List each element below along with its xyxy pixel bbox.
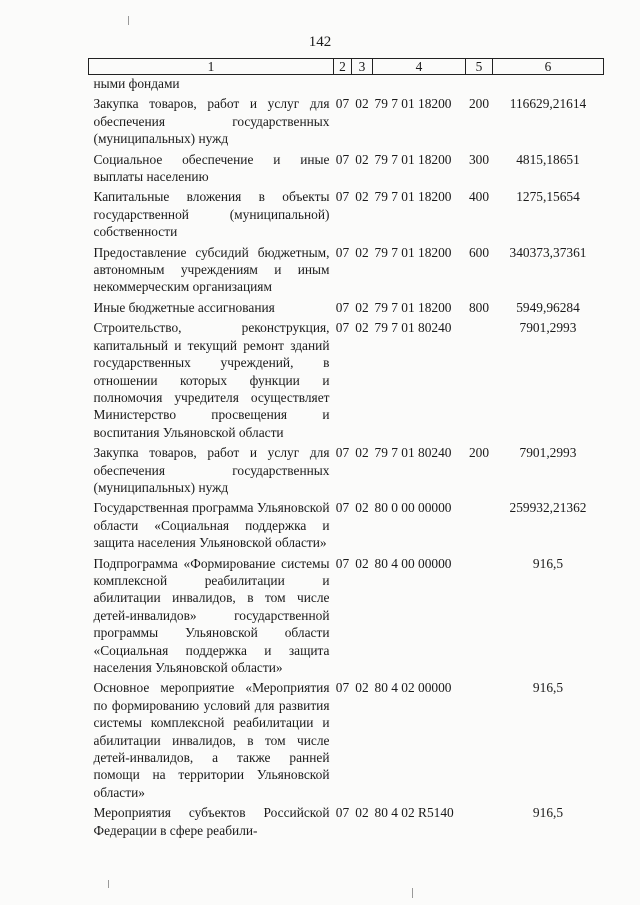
row-c4-cell <box>373 75 466 93</box>
row-name-cell: Подпрограмма «Формирование системы комплексной реабилитации и абилитации инвалидов, в том числе детей-инвалидов» государственной программы Ульяновской области «Социальная поддержка и защита населения Ульяновской области» <box>93 555 330 675</box>
row-c3-cell: 02 <box>355 96 369 112</box>
row-c2-cell: 07 <box>335 680 350 696</box>
row-name-cell: Предоставление субсидий бюджетным, автономным учреждениям и иным некоммерческим организациям <box>93 244 330 295</box>
row-c4-cell: 79 7 01 80240 <box>374 320 452 336</box>
table-row <box>89 75 604 93</box>
row-c2-cell <box>334 75 352 93</box>
scan-speck <box>128 16 129 25</box>
row-c3-cell: 02 <box>355 500 369 516</box>
table-row <box>89 148 604 186</box>
row-c5-cell <box>466 552 493 677</box>
table-row <box>89 496 604 551</box>
row-c6-cell: 916,5 <box>532 805 564 821</box>
row-c6-cell: 1275,15654 <box>516 189 580 205</box>
table-row <box>89 801 604 839</box>
table-row <box>89 185 604 240</box>
row-c5-cell <box>466 496 493 551</box>
row-name-cell: Государственная программа Ульяновской области «Социальная поддержка и защита населения Ульяновской области» <box>93 500 330 551</box>
row-c5-cell: 400 <box>468 189 490 205</box>
row-c4-cell: 80 4 02 00000 <box>374 680 452 696</box>
budget-table <box>88 58 604 839</box>
row-c5-cell: 300 <box>468 151 490 167</box>
row-c3-cell: 02 <box>355 244 369 260</box>
row-c2-cell: 07 <box>335 500 350 516</box>
row-name-cell: Закупка товаров, работ и услуг для обеспечения государственных (муниципальных) нужд <box>93 96 330 147</box>
row-c3-cell: 02 <box>355 555 369 571</box>
row-c2-cell: 07 <box>335 96 350 112</box>
page-number: 142 <box>308 34 332 50</box>
row-name-cell: Закупка товаров, работ и услуг для обеспечения государственных (муниципальных) нужд <box>93 445 330 495</box>
row-c5-cell: 200 <box>468 445 490 461</box>
table-row <box>89 441 604 496</box>
row-c4-cell: 79 7 01 18200 <box>374 244 452 260</box>
row-c3-cell: 02 <box>355 189 369 205</box>
row-c6-cell: 7901,2993 <box>519 445 577 461</box>
table-row <box>89 92 604 147</box>
column-header-6: 6 <box>493 59 604 75</box>
row-c5-cell <box>466 801 493 839</box>
table-row <box>89 552 604 677</box>
row-c6-cell: 7901,2993 <box>519 320 577 336</box>
row-c3-cell: 02 <box>355 151 369 167</box>
row-c3-cell: 02 <box>355 445 369 461</box>
row-c5-cell: 200 <box>468 96 490 112</box>
row-c3-cell: 02 <box>355 680 369 696</box>
row-c3-cell: 02 <box>355 299 369 315</box>
row-c4-cell: 80 4 02 R5140 <box>374 805 454 821</box>
row-name-cell: Мероприятия субъектов Российской Федерации в сфере реабили- <box>93 805 330 838</box>
row-c5-cell <box>466 676 493 801</box>
row-c2-cell: 07 <box>335 445 350 461</box>
row-c5-cell <box>466 316 493 441</box>
table-row <box>89 296 604 316</box>
row-c4-cell: 79 7 01 18200 <box>374 299 452 315</box>
column-header-2: 2 <box>334 59 352 75</box>
row-c2-cell: 07 <box>335 244 350 260</box>
row-name-cell: Капитальные вложения в объекты государственной (муниципальной) собственности <box>93 189 330 240</box>
row-name-cell: ными фондами <box>93 76 180 91</box>
row-c6-cell: 259932,21362 <box>509 500 587 516</box>
row-c6-cell: 340373,37361 <box>509 244 587 260</box>
row-name-cell: Основное мероприятие «Мероприятия по формированию условий для развития системы комплексной реабилитации и абилитации инвалидов, в том числе детей-инвалидов, а также ранней помощи на территории Ульяновской области» <box>93 680 330 800</box>
row-c6-cell: 916,5 <box>532 555 564 571</box>
row-c2-cell: 07 <box>335 320 350 336</box>
row-name-cell: Иные бюджетные ассигнования <box>93 299 275 315</box>
row-c5-cell <box>466 75 493 93</box>
row-name-cell: Строительство, реконструкция, капитальный и текущий ремонт зданий государственных учреждений, в отношении которых функции и полномочия учредителя осуществляет Министерство просвещения и воспитания Ульяновской области <box>93 320 330 440</box>
row-c2-cell: 07 <box>335 555 350 571</box>
row-c2-cell: 07 <box>335 805 350 821</box>
row-c2-cell: 07 <box>335 299 350 315</box>
row-c6-cell <box>493 75 604 93</box>
scan-speck <box>108 880 109 888</box>
table-header-row <box>89 59 604 75</box>
row-c3-cell <box>352 75 373 93</box>
column-header-3: 3 <box>352 59 373 75</box>
row-c4-cell: 80 4 00 00000 <box>374 555 452 571</box>
table-row <box>89 676 604 801</box>
row-c6-cell: 116629,21614 <box>509 96 587 112</box>
row-c5-cell: 800 <box>468 299 490 315</box>
column-header-5: 5 <box>466 59 493 75</box>
row-c4-cell: 79 7 01 18200 <box>374 189 452 205</box>
table-body <box>89 75 604 840</box>
row-c3-cell: 02 <box>355 320 369 336</box>
row-c4-cell: 80 0 00 00000 <box>374 500 452 516</box>
column-header-1: 1 <box>89 59 334 75</box>
row-c4-cell: 79 7 01 18200 <box>374 151 452 167</box>
table-row <box>89 316 604 441</box>
row-c2-cell: 07 <box>335 189 350 205</box>
column-header-4: 4 <box>373 59 466 75</box>
row-name-cell: Социальное обеспечение и иные выплаты населению <box>93 151 330 185</box>
row-c6-cell: 5949,96284 <box>516 299 580 315</box>
row-c4-cell: 79 7 01 80240 <box>374 445 452 461</box>
row-c6-cell: 4815,18651 <box>516 151 580 167</box>
scan-speck <box>412 888 413 898</box>
row-c4-cell: 79 7 01 18200 <box>374 96 452 112</box>
table-row <box>89 241 604 296</box>
row-c2-cell: 07 <box>335 151 350 167</box>
row-c6-cell: 916,5 <box>532 680 564 696</box>
row-c3-cell: 02 <box>355 805 369 821</box>
row-c5-cell: 600 <box>468 244 490 260</box>
